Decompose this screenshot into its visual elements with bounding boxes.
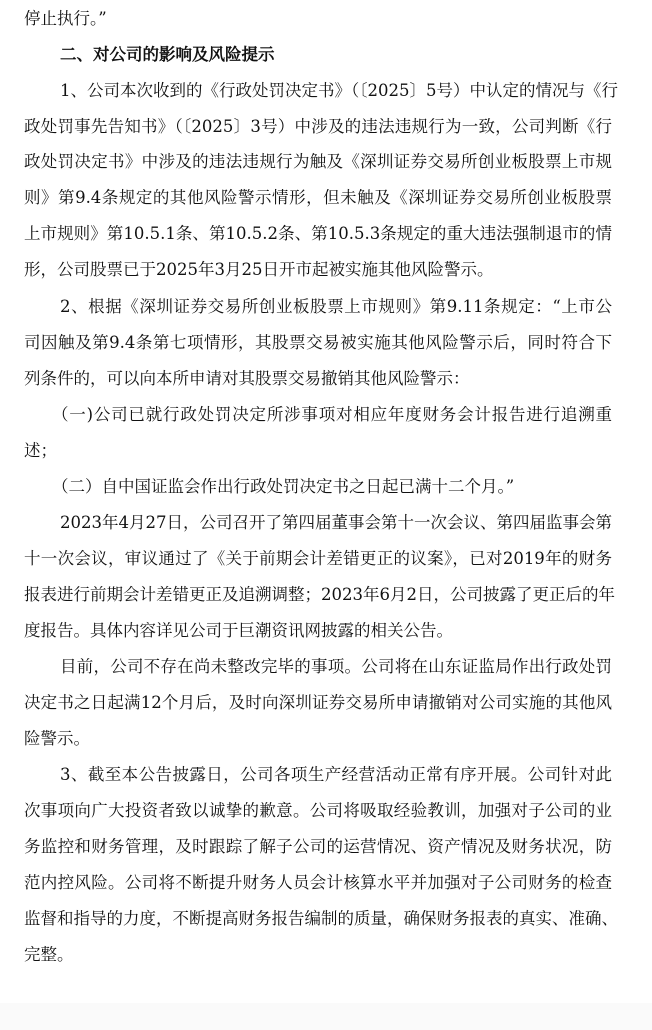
text-line: 2、根据《深圳证券交易所创业板股票上市规则》第9.11条规定：“上市公	[60, 297, 612, 316]
text-line: 目前，公司不存在尚未整改完毕的事项。公司将在山东证监局作出行政处罚	[60, 657, 612, 676]
text-line: 决定书之日起满12个月后，及时向深圳证券交易所申请撤销对公司实施的其他风	[24, 693, 612, 712]
text-line: 报表进行前期会计差错更正及追溯调整；2023年6月2日，公司披露了更正后的年	[24, 585, 615, 604]
text-line: 司因触及第9.4条第七项情形，其股票交易被实施其他风险警示后，同时符合下	[24, 333, 612, 352]
text-line: 务监控和财务管理，及时跟踪了解子公司的运营情况、资产情况及财务状况，防	[24, 837, 612, 856]
text-line: 政处罚事先告知书》（〔2025〕3号）中涉及的违法违规行为一致，公司判断《行	[24, 117, 612, 136]
text-line: 2023年4月27日，公司召开了第四届董事会第十一次会议、第四届监事会第	[60, 513, 612, 532]
text-line: 十一次会议，审议通过了《关于前期会计差错更正的议案》，已对2019年的财务	[24, 549, 612, 568]
section-heading: 二、对公司的影响及风险提示	[60, 45, 275, 64]
text-line: 3、截至本公告披露日，公司各项生产经营活动正常有序开展。公司针对此	[60, 765, 612, 784]
text-line: 1、公司本次收到的《行政处罚决定书》（〔2025〕5号）中认定的情况与《行	[60, 81, 618, 100]
text-line: 列条件的，可以向本所申请对其股票交易撤销其他风险警示：	[24, 369, 470, 388]
text-line: 完整。	[24, 945, 74, 964]
page-gap	[0, 1003, 652, 1030]
text-line: 度报告。具体内容详见公司于巨潮资讯网披露的相关公告。	[24, 621, 453, 640]
text-line: 范内控风险。公司将不断提升财务人员会计核算水平并加强对子公司财务的检查	[24, 873, 612, 892]
text-line: 停止执行。”	[24, 9, 107, 28]
text-line: 述；	[24, 441, 57, 460]
text-line: 政处罚决定书》中涉及的违法违规行为触及《深圳证券交易所创业板股票上市规	[24, 152, 612, 171]
text-line: 监督和指导的力度，不断提高财务报告编制的质量，确保财务报表的真实、准确、	[24, 909, 618, 928]
text-line: 次事项向广大投资者致以诚挚的歉意。公司将吸取经验教训，加强对子公司的业	[24, 801, 612, 820]
text-line: 形，公司股票已于2025年3月25日开市起被实施其他风险警示。	[24, 260, 494, 279]
text-line: 上市规则》第10.5.1条、第10.5.2条、第10.5.3条规定的重大违法强制退市的情	[24, 224, 612, 243]
text-line: 则》第9.4条规定的其他风险警示情形，但未触及《深圳证券交易所创业板股票	[24, 188, 612, 207]
text-line: 险警示。	[24, 729, 90, 748]
text-line: （二）自中国证监会作出行政处罚决定书之日起已满十二个月。”	[52, 477, 515, 496]
text-line: （一)公司已就行政处罚决定所涉事项对相应年度财务会计报告进行追溯重	[52, 405, 612, 424]
